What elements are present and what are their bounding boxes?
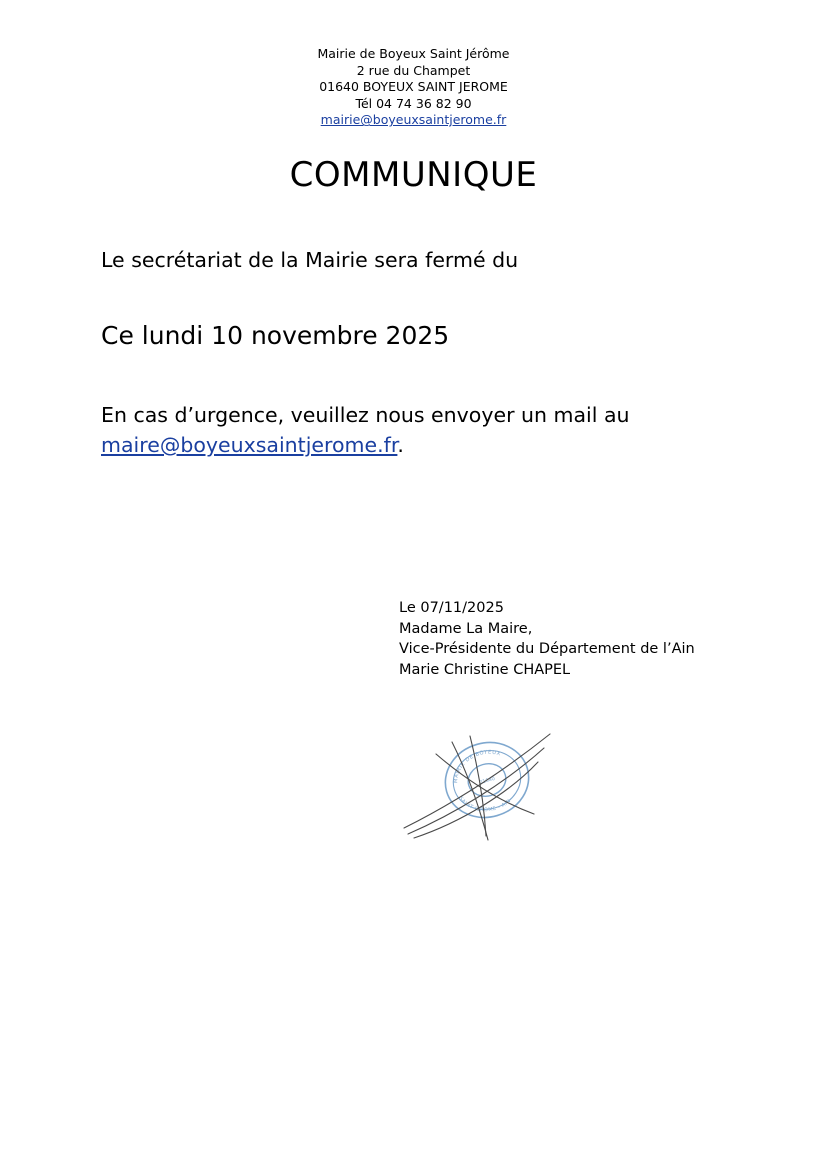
- letterhead-line-street: 2 rue du Champet: [356, 62, 471, 78]
- signature-block: [399, 598, 695, 680]
- body-paragraph-closure-intro: Le secrétariat de la Mairie sera fermé du: [101, 248, 519, 272]
- signature-role-mayor: Madame La Maire,: [399, 620, 533, 637]
- body-email-suffix: .: [397, 433, 404, 457]
- letterhead-email-link[interactable]: mairie@boyeuxsaintjerome.fr: [320, 112, 507, 128]
- svg-text:SAINT JEROME - AIN: SAINT JEROME - AIN: [457, 795, 513, 814]
- letterhead: [0, 46, 827, 129]
- body-email-link[interactable]: maire@boyeuxsaintjerome.fr: [101, 433, 398, 457]
- stamp-icon: [392, 718, 582, 858]
- letterhead-line-organisation: Mairie de Boyeux Saint Jérôme: [317, 46, 510, 61]
- letterhead-line-city: 01640 BOYEUX SAINT JEROME: [319, 79, 508, 95]
- body-paragraph-closure-date: Ce lundi 10 novembre 2025: [101, 321, 450, 350]
- signature-name: Marie Christine CHAPEL: [399, 661, 571, 678]
- body-paragraph-email-line: [101, 430, 741, 460]
- svg-text:01640: 01640: [478, 775, 496, 787]
- svg-text:MAIRIE DE BOYEUX: MAIRIE DE BOYEUX: [453, 749, 502, 784]
- document-title: COMMUNIQUE: [289, 155, 538, 195]
- official-stamp: [392, 718, 582, 858]
- signature-date: Le 07/11/2025: [399, 600, 504, 616]
- letterhead-line-phone: Tél 04 74 36 82 90: [355, 95, 472, 111]
- signature-role-vice-president: Vice-Présidente du Département de l’Ain: [399, 641, 695, 658]
- document-body: [101, 246, 741, 460]
- body-paragraph-emergency: En cas d’urgence, veuillez nous envoyer un mail au: [101, 403, 630, 427]
